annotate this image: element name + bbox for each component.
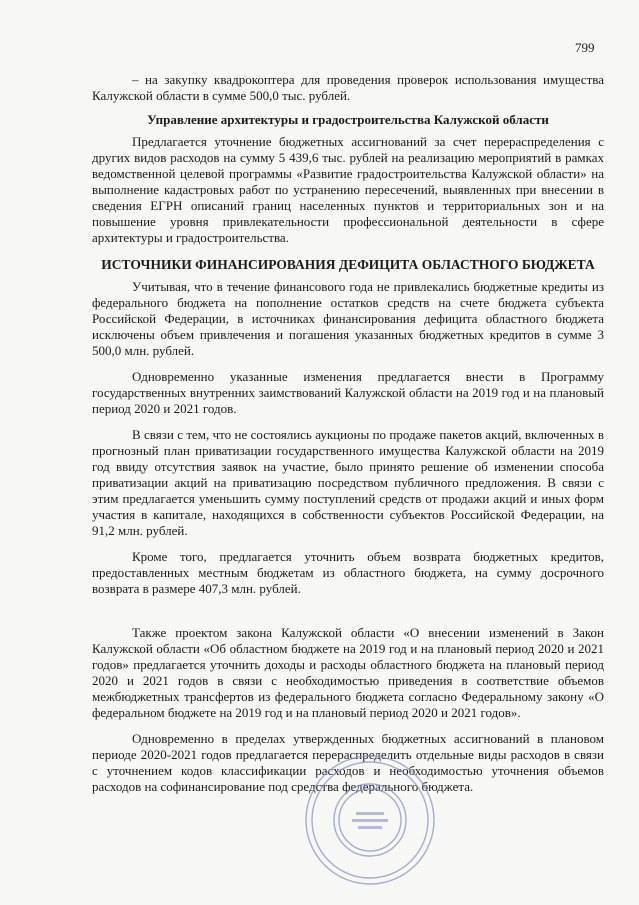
page-number: 799 (575, 40, 595, 55)
paragraph-redistribution: Одновременно в пределах утвержденных бюджетных ассигнований в плановом периоде 2020-2021 годов предлагается перераспределить отдельные виды расходов в связи с уточнением кодов классификации расходов и необходимостью уточнения объемов расходов на софинансирование под средства федерального бюджета. (92, 731, 604, 794)
section-title-deficit-sources: ИСТОЧНИКИ ФИНАНСИРОВАНИЯ ДЕФИЦИТА ОБЛАСТНОГО БЮДЖЕТА (101, 257, 595, 272)
paragraph-law-project: Также проектом закона Калужской области «О внесении изменений в Закон Калужской области «Об областном бюджете на 2019 год и на плановый период 2020 и 2021 годов» предлагается уточнить доходы и расходы областного бюджета на плановый период 2020 и 2021 годов в связи с необходимостью приведения в соответствие объемов межбюджетных трансфертов из федерального бюджета согласно Федеральному закону «О федеральном бюджете на 2019 год и на плановый период 2020 и 2021 годов». (92, 625, 604, 720)
paragraph-privatization: В связи с тем, что не состоялись аукционы по продаже пакетов акций, включенных в прогнозный план приватизации государственного имущества Калужской области на 2019 год ввиду отсутствия заявок на участие, было принято решение об изменении способа приватизации акций на приватизацию посредством публичного предложения. В связи с этим предлагается уменьшить сумму поступлений средств от продажи акций и иных форм участия в капитале, находящихся в собственности субъектов Российской Федерации, на 91,2 млн. рублей. (92, 427, 604, 538)
paragraph-architecture: Предлагается уточнение бюджетных ассигнований за счет перераспределения с других видов расходов на сумму 5 439,6 тыс. рублей на реализацию мероприятий в рамках ведомственной целевой программы «Развитие градостроительства Калужской области» на выполнение кадастровых работ по устранению пересечений, выявленных при внесении в сведения ЕГРН описаний границ населенных пунктов и территориальных зон и на повышение уровня привлекательности профессиональной деятельности в сфере архитектуры и градостроительства. (92, 134, 604, 245)
paragraph-credit-return: Кроме того, предлагается уточнить объем возврата бюджетных кредитов, предоставленных местным бюджетам из областного бюджета, на сумму досрочного возврата в размере 407,3 млн. рублей. (92, 549, 604, 596)
paragraph-borrowing-program: Одновременно указанные изменения предлагается внести в Программу государственных внутренних заимствований Калужской области на 2019 год и на плановый период 2020 и 2021 годов. (92, 369, 604, 416)
paragraph-drone: – на закупку квадрокоптера для проведения проверок использования имущества Калужской области в сумме 500,0 тыс. рублей. (92, 72, 604, 103)
subheading-architecture: Управление архитектуры и градостроительства Калужской области (147, 112, 549, 127)
paragraph-federal-credits: Учитывая, что в течение финансового года не привлекались бюджетные кредиты из федерального бюджета на пополнение остатков средств на счете бюджета субъекта Российской Федерации, в источниках финансирования дефицита областного бюджета исключены объем привлечения и погашения указанных бюджетных кредитов в сумме 3 500,0 млн. рублей. (92, 279, 604, 358)
document-body (92, 72, 604, 795)
